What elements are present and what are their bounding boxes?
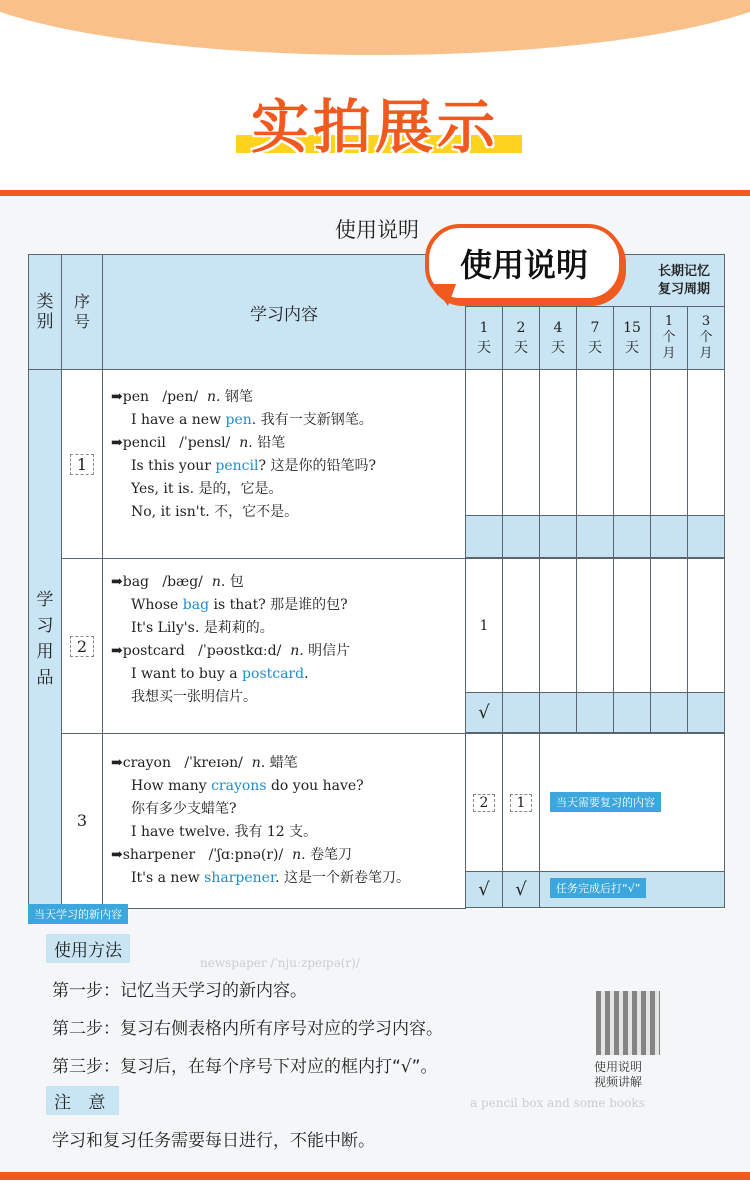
header-day-1: 1 天 [466, 307, 503, 370]
check-cell[interactable] [540, 693, 577, 733]
usage-title: 使用方法 [46, 934, 130, 963]
check-cell[interactable] [503, 516, 540, 558]
check-cell[interactable] [688, 693, 725, 733]
row-2-content [103, 559, 466, 734]
word-entry: ➡sharpener /ˈʃɑːpnə(r)/ n. 卷笔刀 [111, 847, 353, 863]
check-cell[interactable] [651, 516, 688, 558]
book-page-heading: 使用说明 [335, 218, 419, 242]
row-2-index: 2 [62, 559, 103, 734]
check-cell[interactable] [577, 516, 614, 558]
bubble-tail [432, 284, 456, 306]
word-entry: ➡pencil /ˈpensl/ n. 铅笔 [111, 435, 286, 451]
header-index: 序 号 [62, 255, 103, 370]
check-cell-day1[interactable]: √ [466, 872, 503, 908]
tag-today-review: 当天需要复习的内容 [550, 792, 661, 812]
word-entry: ➡bag /bæg/ n. 包 [111, 574, 244, 590]
page-title: 实拍展示 [250, 93, 499, 161]
example-sentence: Yes, it is. 是的，它是。 [131, 481, 283, 497]
cell[interactable] [688, 370, 725, 516]
header-day-15: 15 天 [614, 307, 651, 370]
header-cycle: 长期记忆 复习周期 [466, 255, 725, 307]
example-sentence: Whose bag is that? 那是谁的包? [131, 597, 348, 613]
header-day-2: 2 天 [503, 307, 540, 370]
header-day-4: 4 天 [540, 307, 577, 370]
header-day-7: 7 天 [577, 307, 614, 370]
row-1-content [103, 370, 466, 559]
note-title: 注 意 [46, 1086, 119, 1115]
step-1: 第一步：记忆当天学习的新内容。 [52, 981, 307, 1001]
cell[interactable] [503, 370, 540, 516]
qr-caption: 使用说明 视频讲解 [594, 1060, 643, 1089]
example-sentence: It's Lily's. 是莉莉的。 [131, 620, 274, 636]
example-sentence: I want to buy a postcard. [131, 666, 309, 682]
row-3-content [103, 734, 466, 909]
top-decor-arc [0, 0, 750, 55]
header-content: 学习内容 [103, 255, 466, 370]
check-cell[interactable] [651, 693, 688, 733]
row-3-index: 3 [62, 734, 103, 909]
review-cell-day1[interactable]: 1 [466, 559, 503, 693]
check-cell[interactable] [614, 693, 651, 733]
check-cell[interactable] [688, 516, 725, 558]
example-sentence: Is this your pencil? 这是你的铅笔吗? [131, 458, 376, 474]
example-sentence: It's a new sharpener. 这是一个新卷笔刀。 [131, 870, 411, 886]
check-cell[interactable] [466, 516, 503, 558]
cell[interactable] [577, 559, 614, 693]
review-cell-day2[interactable]: 1 [503, 734, 540, 872]
cell[interactable] [614, 559, 651, 693]
word-entry: ➡pen /pen/ n. 钢笔 [111, 389, 253, 405]
header-month-1: 1 个 月 [651, 307, 688, 370]
cell[interactable] [651, 370, 688, 516]
check-cell[interactable] [577, 693, 614, 733]
example-sentence: 你有多少支蜡笔? [131, 801, 237, 817]
cell[interactable] [614, 370, 651, 516]
row-1-index: 1 [62, 370, 103, 559]
step-2: 第二步：复习右侧表格内所有序号对应的学习内容。 [52, 1019, 443, 1039]
qr-code[interactable] [596, 991, 660, 1055]
word-entry: ➡crayon /ˈkreɪən/ n. 蜡笔 [111, 755, 298, 771]
usage-bubble: 使用说明 [425, 224, 623, 302]
header-category: 类 别 [29, 255, 62, 370]
check-cell[interactable] [540, 516, 577, 558]
cell[interactable] [503, 559, 540, 693]
example-sentence: No, it isn't. 不，它不是。 [131, 504, 299, 520]
review-cell-day1[interactable]: 2 [466, 734, 503, 872]
book-photo: newspaper /ˈnjuːzpeɪpə(r)/ a pencil box and some books 使用说明 类 别 序 号 学习内容 长期记忆 复习周期 1 天 2 天 4 天 7 天 15 天 1 个 月 3 个 月 学 习 用 品 1 ➡pen /pen/ n. 钢笔 I have a new pen. 我有一支新钢笔。 ➡pencil /ˈpensl/ n. 铅笔 Is this your pencil? 这是你的铅笔吗? Yes, it is. 是的，它是。 No, it isn't. 不，它不是。 2 ➡bag /bæg/ n. 包 Whose bag is that? 那是谁的包? It's Lily's. 是莉莉的。 ➡postcard /ˈpəʊstkɑːd/ n. 明信片 I want to buy a postcard. 我想买一张明信片。 1 √ 3 ➡crayon /ˈkreɪən/ n. 蜡笔 How many crayons do you have? 你有多少支蜡笔? I have twelve. 我有 12 支。 ➡sharpener /ˈʃɑːpnə(r)/ n. 卷笔刀 It's a new sharpener. 这是一个新卷笔刀。 2 1 √ √ 当天学习的新内容 当天需要复习的内容 任务完成后打“√” 使用说明 使用方法 第一步：记忆当天学习的新内容。 第二步：复习右侧表格内所有序号对应的学习内容。 第三步：复习后，在每个序号下对应的框内打“√”。 注 意 学习和复习任务需要每日进行，不能中断。 使用说明 视频讲解 [0, 196, 750, 1172]
example-sentence: I have twelve. 我有 12 支。 [131, 824, 318, 840]
note-text: 学习和复习任务需要每日进行，不能中断。 [52, 1131, 375, 1151]
check-cell-day1[interactable]: √ [466, 693, 503, 733]
category-cell: 学 习 用 品 [29, 370, 62, 909]
step-3: 第三步：复习后，在每个序号下对应的框内打“√”。 [52, 1057, 438, 1077]
word-entry: ➡postcard /ˈpəʊstkɑːd/ n. 明信片 [111, 643, 351, 659]
check-cell[interactable] [614, 516, 651, 558]
cell[interactable] [577, 370, 614, 516]
cell[interactable] [651, 559, 688, 693]
check-cell[interactable] [503, 693, 540, 733]
bottom-rule [0, 1172, 750, 1180]
check-cell-day2[interactable]: √ [503, 872, 540, 908]
cell[interactable] [466, 370, 503, 516]
tag-done-mark: 任务完成后打“√” [550, 878, 646, 898]
cell[interactable] [540, 559, 577, 693]
cell[interactable] [688, 559, 725, 693]
cell[interactable] [540, 370, 577, 516]
header-month-3: 3 个 月 [688, 307, 725, 370]
example-sentence: I have a new pen. 我有一支新钢笔。 [131, 412, 373, 428]
example-sentence: How many crayons do you have? [131, 778, 364, 794]
example-sentence: 我想买一张明信片。 [131, 689, 257, 705]
tag-today-new: 当天学习的新内容 [28, 904, 128, 924]
